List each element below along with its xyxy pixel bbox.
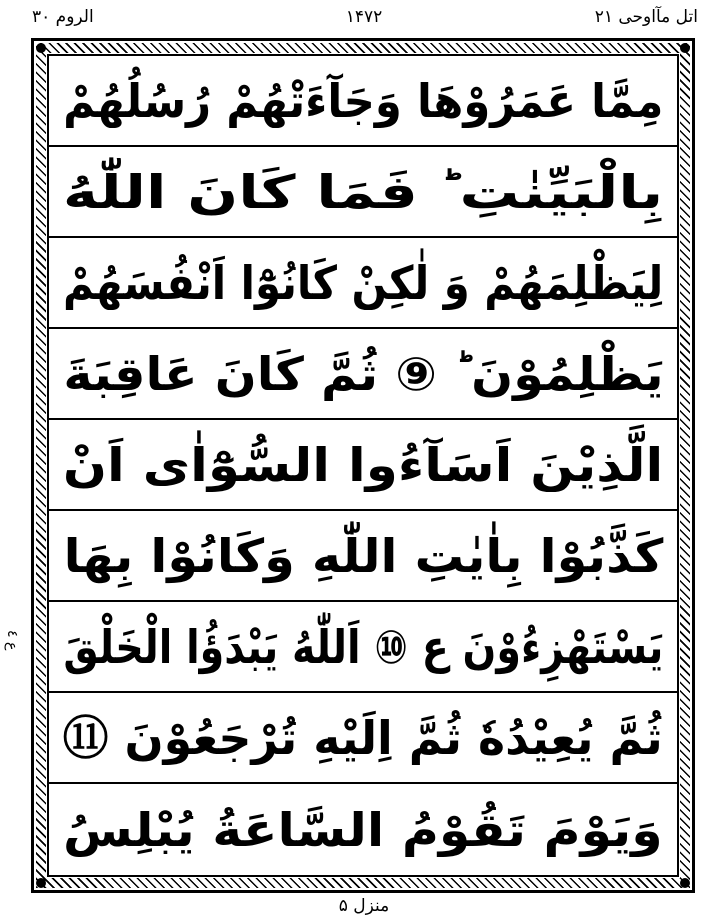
verse-line [49, 329, 677, 420]
verse-line [49, 56, 677, 147]
verse-line-text: وَيَوْمَ تَقُوْمُ السَّاعَةُ يُبْلِسُ [63, 802, 663, 857]
verse-lines [49, 56, 677, 875]
verse-line-text: الَّذِيْنَ اَسَآءُوا السُّوْٓاٰى اَنْ [62, 437, 664, 492]
verse-line [49, 147, 677, 238]
ruku-marker: ع ٤ [4, 630, 20, 651]
verse-line-text: يَظْلِمُوْنَ ؕ ⑨ ثُمَّ كَانَ عَاقِبَةَ [62, 346, 664, 401]
verse-line-text: كَذَّبُوْا بِاٰيٰتِ اللّٰهِ وَكَانُوْا بِهَا [63, 528, 663, 583]
verse-line-text: مِمَّا عَمَرُوْهَا وَجَآءَتْهُمْ رُسُلُهُمْ [62, 73, 664, 128]
corner-ornament-icon [36, 43, 46, 53]
verse-line [49, 238, 677, 329]
corner-ornament-icon [680, 878, 690, 888]
verse-line-text: ثُمَّ يُعِيْدُهٗ ثُمَّ اِلَيْهِ تُرْجَعُوْنَ ⑪ [62, 710, 664, 765]
verse-line [49, 420, 677, 511]
header-juz-label: اتل مآاوحی ۲۱ [594, 7, 698, 27]
corner-ornament-icon [680, 43, 690, 53]
verse-line-text: بِالْبَيِّنٰتِ ؕ فَمَا كَانَ اللّٰهُ [62, 164, 664, 219]
header-surah-label: الروم ۳۰ [32, 7, 94, 27]
manzil-label: منزل ۵ [338, 896, 390, 916]
verse-line-text: يَسْتَهْزِءُوْنَ ع ⑩ اَللّٰهُ يَبْدَؤُا الْخَلْقَ [63, 619, 663, 674]
verse-line [49, 693, 677, 784]
page-number: ۱۴۷۲ [345, 7, 383, 27]
verse-line-text: لِيَظْلِمَهُمْ وَ لٰكِنْ كَانُوْٓا اَنْفُسَهُمْ [62, 255, 664, 310]
corner-ornament-icon [36, 878, 46, 888]
verse-line [49, 784, 677, 875]
verse-line [49, 511, 677, 602]
verse-line [49, 602, 677, 693]
